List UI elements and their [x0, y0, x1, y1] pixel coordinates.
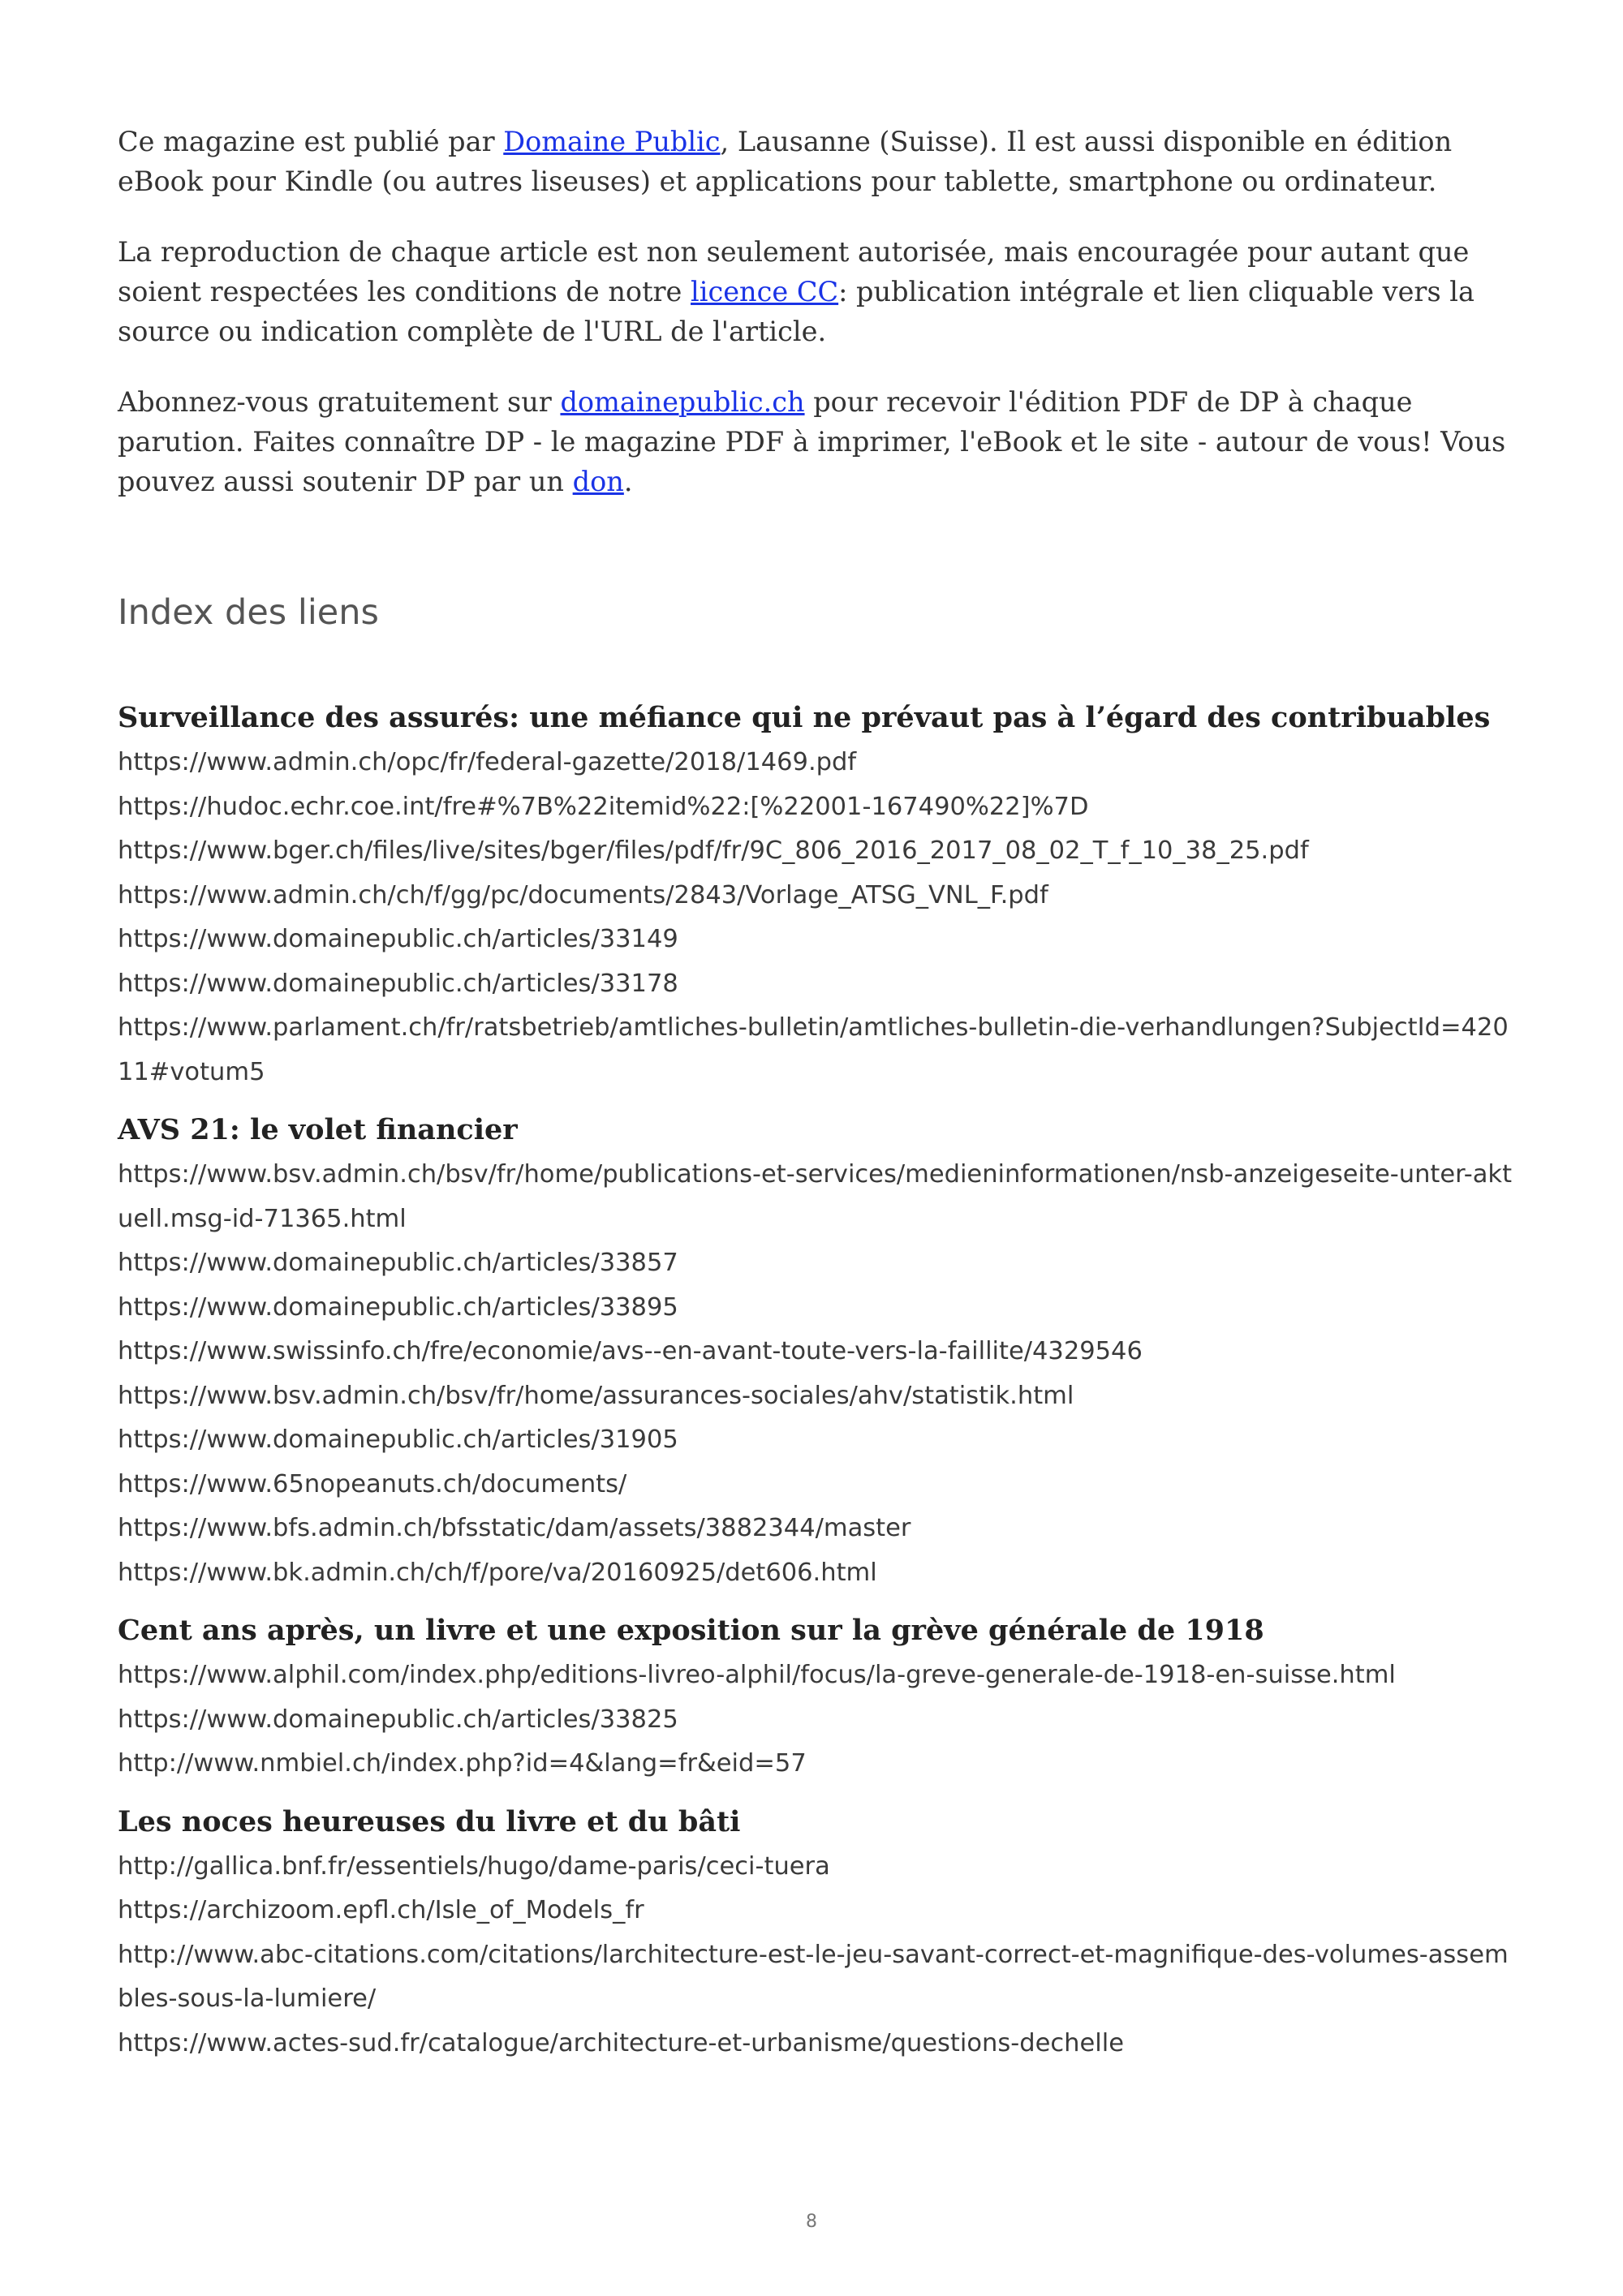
link-section	[118, 695, 1513, 1094]
link-url[interactable]: https://www.swissinfo.ch/fre/economie/avs--en-avant-toute-vers-la-faillite/4329546	[118, 1337, 1143, 1365]
link-url[interactable]: https://archizoom.epfl.ch/Isle_of_Models_fr	[118, 1896, 644, 1924]
link-section	[118, 1608, 1513, 1786]
domaine-public-link[interactable]: Domaine Public	[503, 126, 721, 157]
link-url[interactable]: https://www.admin.ch/ch/f/gg/pc/documents/2843/Vorlage_ATSG_VNL_F.pdf	[118, 880, 1048, 909]
intro-text: La reproduction de chaque article est non seulement autorisée, mais encouragée pour autant que soient respectées les conditions de notre	[118, 236, 1470, 307]
page-content	[118, 122, 1513, 2079]
link-url[interactable]: https://www.bsv.admin.ch/bsv/fr/home/publications-et-services/medieninformationen/nsb-anzeigeseite-unter-aktuell.msg-id-71365.html	[118, 1160, 1513, 1233]
link-list	[118, 1153, 1513, 1595]
link-url[interactable]: http://www.abc-citations.com/citations/larchitecture-est-le-jeu-savant-correct-et-magnifique-des-volumes-assembles-sous-la-lumiere/	[118, 1940, 1509, 2013]
intro-paragraph-subscribe	[118, 382, 1513, 501]
link-url[interactable]: https://www.admin.ch/opc/fr/federal-gazette/2018/1469.pdf	[118, 748, 857, 776]
link-url[interactable]: https://www.domainepublic.ch/articles/33825	[118, 1705, 678, 1734]
don-link[interactable]: don	[572, 466, 624, 497]
intro-paragraph-license	[118, 232, 1513, 351]
index-title: Index des liens	[118, 592, 379, 633]
intro-text: , Lausanne (Suisse). Il est aussi disponible en édition eBook pour Kindle (ou autres liseuses) et applications pour tablette, smartphone ou ordinateur.	[118, 126, 1453, 197]
link-list	[118, 1653, 1513, 1786]
link-url[interactable]: https://www.domainepublic.ch/articles/33178	[118, 969, 678, 998]
link-url[interactable]: https://www.domainepublic.ch/articles/33149	[118, 925, 678, 953]
page-number: 8	[806, 2212, 817, 2232]
link-url[interactable]: https://www.bger.ch/files/live/sites/bger/files/pdf/fr/9C_806_2016_2017_08_02_T_f_10_38_25.pdf	[118, 836, 1309, 865]
link-list	[118, 1845, 1513, 2066]
intro-text: Ce magazine est publié par	[118, 126, 504, 157]
intro-text: .	[623, 466, 633, 497]
intro-text: pour recevoir l'édition PDF de DP à chaque parution. Faites connaître DP - le magazine PDF à imprimer, l'eBook et le site - autour de vous! Vous pouvez aussi soutenir DP par un	[118, 386, 1506, 497]
link-url[interactable]: https://hudoc.echr.coe.int/fre#%7B%22itemid%22:[%22001-167490%22]%7D	[118, 792, 1089, 821]
link-url[interactable]: http://gallica.bnf.fr/essentiels/hugo/dame-paris/ceci-tuera	[118, 1851, 830, 1881]
link-index	[118, 695, 1513, 2066]
link-url[interactable]: https://www.alphil.com/index.php/editions-livreo-alphil/focus/la-greve-generale-de-1918-en-suisse.html	[118, 1661, 1396, 1689]
link-url[interactable]: https://www.actes-sud.fr/catalogue/architecture-et-urbanisme/questions-dechelle	[118, 2028, 1124, 2057]
link-section	[118, 1799, 1513, 2066]
intro-paragraph-publisher	[118, 122, 1513, 201]
link-url[interactable]: https://www.domainepublic.ch/articles/33895	[118, 1292, 678, 1322]
section-title: Cent ans après, un livre et une exposition sur la grève générale de 1918	[118, 1614, 1264, 1647]
section-title: Les noces heureuses du livre et du bâti	[118, 1804, 741, 1838]
link-url[interactable]: https://www.bfs.admin.ch/bfsstatic/dam/assets/3882344/master	[118, 1514, 911, 1542]
link-section	[118, 1107, 1513, 1595]
link-url[interactable]: https://www.parlament.ch/fr/ratsbetrieb/amtliches-bulletin/amtliches-bulletin-die-verhandlungen?SubjectId=42011#votum5	[118, 1013, 1509, 1086]
link-url[interactable]: https://www.bsv.admin.ch/bsv/fr/home/assurances-sociales/ahv/statistik.html	[118, 1381, 1074, 1410]
link-url[interactable]: https://www.domainepublic.ch/articles/33857	[118, 1249, 678, 1277]
intro-text: Abonnez-vous gratuitement sur	[118, 386, 561, 418]
link-list	[118, 741, 1513, 1094]
link-url[interactable]: https://www.65nopeanuts.ch/documents/	[118, 1469, 627, 1498]
link-url[interactable]: http://www.nmbiel.ch/index.php?id=4&lang=fr&eid=57	[118, 1749, 807, 1778]
section-title: Surveillance des assurés: une méfiance qui ne prévaut pas à l’égard des contribuables	[118, 701, 1491, 734]
domainepublic-link[interactable]: domainepublic.ch	[560, 386, 805, 418]
link-url[interactable]: https://www.bk.admin.ch/ch/f/pore/va/20160925/det606.html	[118, 1558, 877, 1587]
licence-cc-link[interactable]: licence CC	[691, 276, 839, 307]
section-title: AVS 21: le volet financier	[118, 1113, 518, 1146]
intro-block	[118, 122, 1513, 501]
intro-text: : publication intégrale et lien cliquable vers la source ou indication complète de l'URL de l'article.	[118, 276, 1474, 347]
link-url[interactable]: https://www.domainepublic.ch/articles/31905	[118, 1425, 678, 1454]
